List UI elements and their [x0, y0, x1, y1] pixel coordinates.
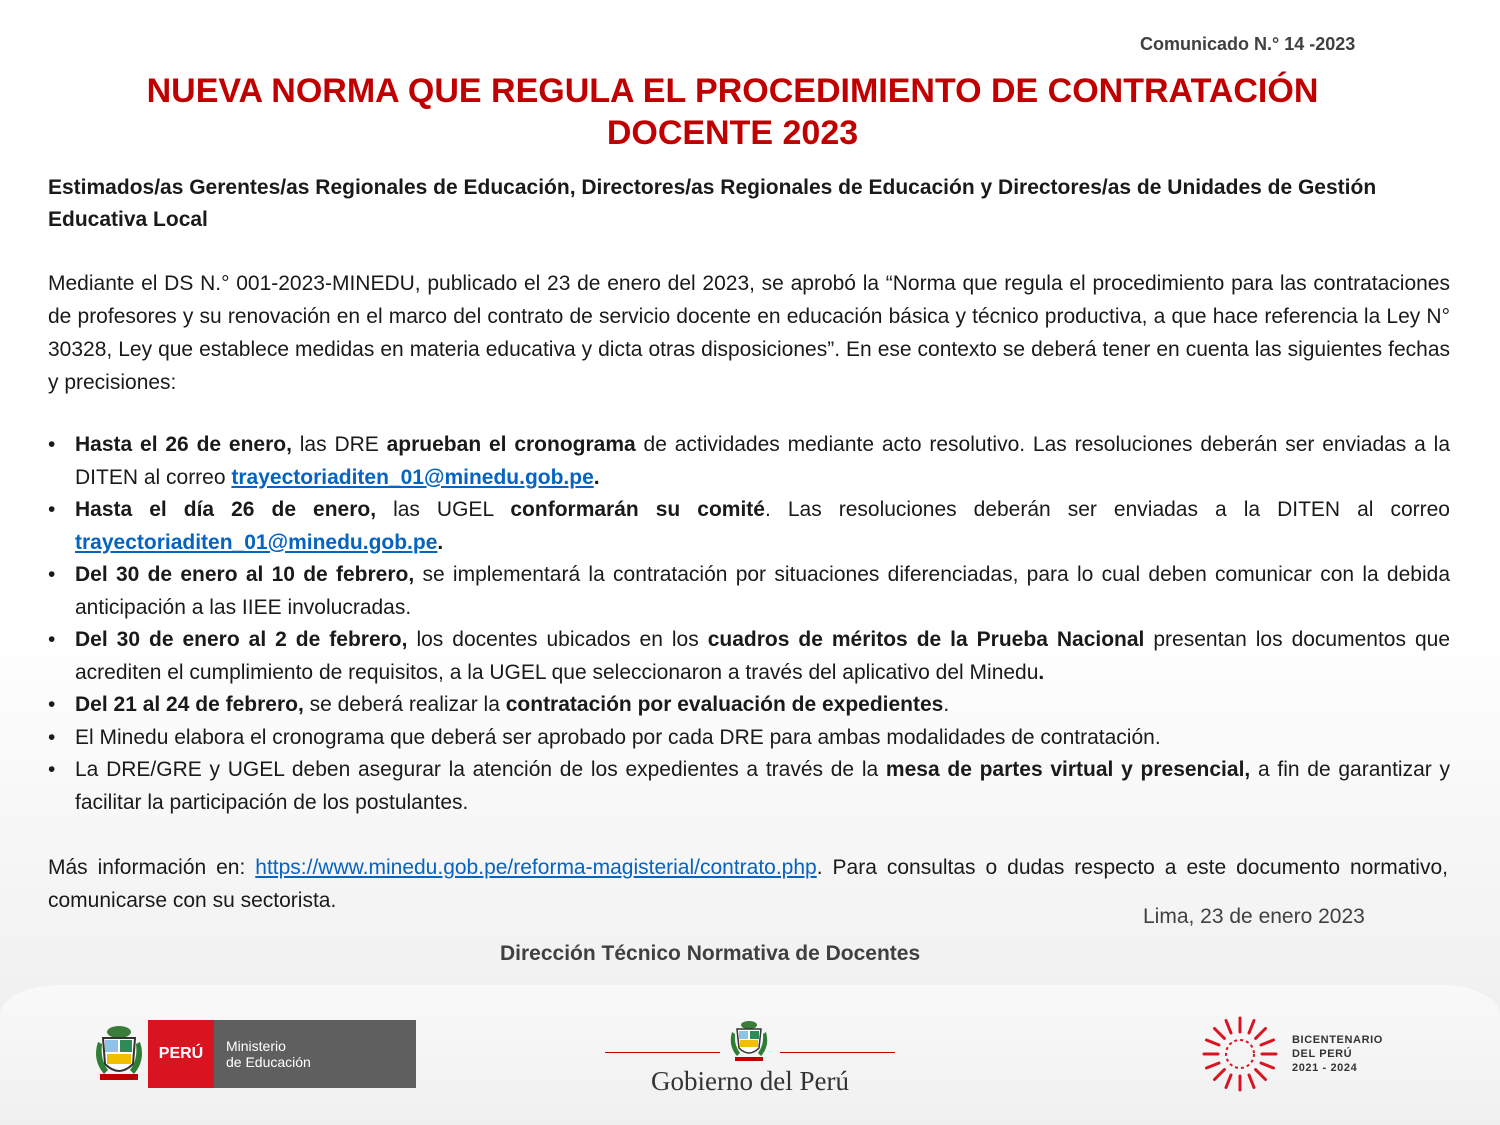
list-item: • El Minedu elabora el cronograma que deberá ser aprobado por cada DRE para ambas modalidades de contratación.	[48, 722, 1450, 755]
list-item: • La DRE/GRE y UGEL deben asegurar la atención de los expedientes a través de la mesa de partes virtual y presencial, a fin de garantizar y facilitar la participación de los postulantes.	[48, 754, 1450, 819]
list-item: • Del 30 de enero al 10 de febrero, se implementará la contratación por situaciones diferenciadas, para lo cual deben comunicar con la debida anticipación a las IIEE involucradas.	[48, 559, 1450, 624]
list-item: • Hasta el 26 de enero, las DRE aprueban el cronograma de actividades mediante acto resolutivo. Las resoluciones deberán ser enviadas a la DITEN al correo trayectoriaditen_01@minedu.gob.pe.	[48, 429, 1450, 494]
title-line-2: DOCENTE 2023	[606, 114, 859, 152]
divider-line	[605, 1052, 720, 1053]
ministerio-label: Ministerio de Educación	[214, 1020, 416, 1088]
page-title	[60, 70, 1405, 154]
gobierno-logo	[605, 1018, 895, 1098]
bullet-list	[48, 429, 1450, 819]
bicentenario-sun-icon	[1200, 1014, 1280, 1094]
bullet-icon: •	[48, 758, 56, 781]
bicentenario-text: BICENTENARIO DEL PERÚ 2021 - 2024	[1292, 1034, 1383, 1074]
document-date: Lima, 23 de enero 2023	[1143, 905, 1365, 928]
bullet-icon: •	[48, 725, 56, 749]
email-link[interactable]: trayectoriaditen_01@minedu.gob.pe	[231, 465, 594, 489]
bullet-icon: •	[48, 628, 56, 651]
coat-of-arms-icon	[725, 1018, 773, 1066]
comunicado-number: Comunicado N.° 14 -2023	[1140, 34, 1356, 54]
email-link[interactable]: trayectoriaditen_01@minedu.gob.pe	[75, 530, 438, 554]
intro-paragraph: Mediante el DS N.° 001-2023-MINEDU, publicado el 23 de enero del 2023, se aprobó la “Norma que regula el procedimiento para las contrataciones de profesores y su renovación en el marco del contrato de servicio docente en educación básica y técnico productiva, a que hace referencia la Ley N° 30328, Ley que establece medidas en materia educativa y dicta otras disposiciones”. En ese contexto se deberá tener en cuenta las siguientes fechas y precisiones:	[48, 272, 1450, 394]
list-item: • Hasta el día 26 de enero, las UGEL conformarán su comité. Las resoluciones deberán ser enviadas a la DITEN al correo trayectoriaditen_01@minedu.gob.pe.	[48, 494, 1450, 559]
bullet-icon: •	[48, 498, 56, 521]
title-line-1: NUEVA NORMA QUE REGULA EL PROCEDIMIENTO DE CONTRATACIÓN	[146, 72, 1319, 110]
minedu-logo	[90, 1020, 416, 1088]
peru-label: PERÚ	[148, 1020, 214, 1088]
more-info-paragraph: Más información en: https://www.minedu.gob.pe/reforma-magisterial/contrato.php. Para consultas o dudas respecto a este documento normativo, comunicarse con su sectorista.	[48, 856, 1448, 912]
list-item: • Del 21 al 24 de febrero, se deberá realizar la contratación por evaluación de expedientes.	[48, 689, 1450, 722]
greeting: Estimados/as Gerentes/as Regionales de Educación, Directores/as Regionales de Educación y Directores/as de Unidades de Gestión Educativa Local	[48, 176, 1377, 231]
signature-office: Dirección Técnico Normativa de Docentes	[500, 942, 921, 965]
divider-line	[780, 1052, 895, 1053]
bullet-icon: •	[48, 433, 56, 456]
bicentenario-logo	[1200, 1014, 1420, 1094]
info-url-link[interactable]: https://www.minedu.gob.pe/reforma-magisterial/contrato.php	[255, 856, 817, 879]
bullet-icon: •	[48, 693, 56, 716]
coat-of-arms-icon	[90, 1020, 148, 1088]
list-item: • Del 30 de enero al 2 de febrero, los docentes ubicados en los cuadros de méritos de la Prueba Nacional presentan los documentos que acrediten el cumplimiento de requisitos, a la UGEL que seleccionaron a través del aplicativo del Minedu.	[48, 624, 1450, 689]
gobierno-label: Gobierno del Perú	[651, 1066, 849, 1096]
bullet-icon: •	[48, 563, 56, 586]
